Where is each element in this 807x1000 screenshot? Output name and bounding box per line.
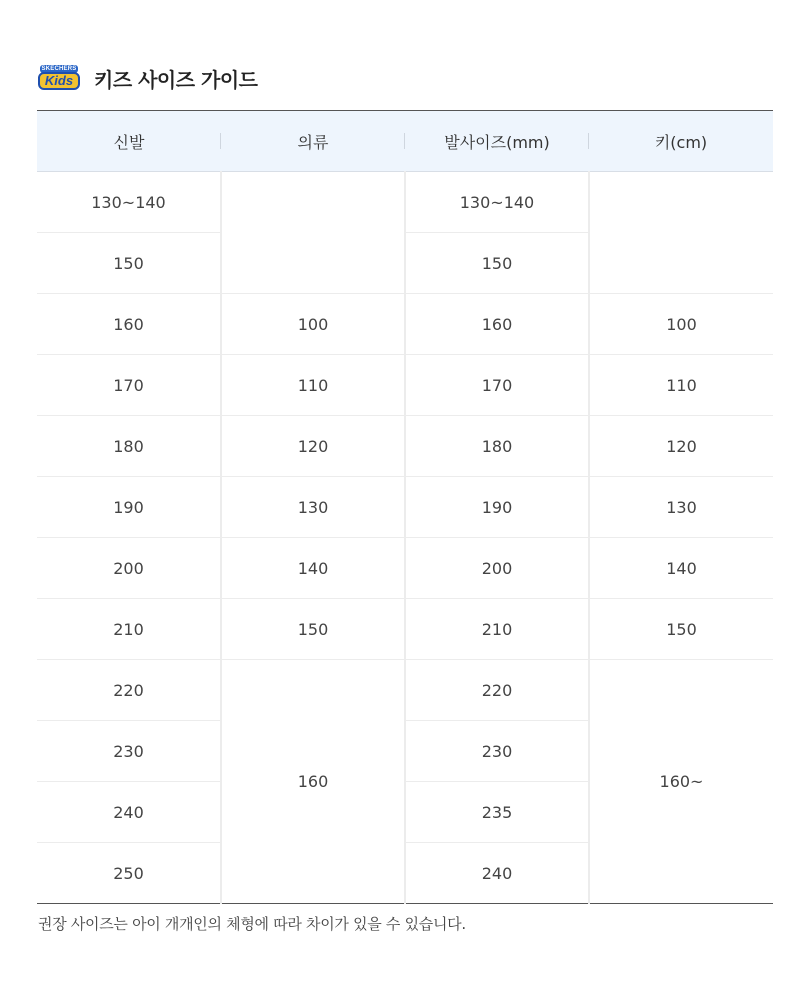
page-title: 키즈 사이즈 가이드: [94, 67, 258, 92]
height-cell: 130: [589, 477, 773, 538]
column-header-label: 신발: [113, 132, 145, 152]
clothing-size-cell: 120: [221, 416, 405, 477]
column-header-foot-size: [405, 111, 589, 172]
shoe-size-cell: 190: [37, 477, 221, 538]
clothing-size-cell: 110: [221, 355, 405, 416]
height-cell: 110: [589, 355, 773, 416]
shoe-size-cell: 200: [37, 538, 221, 599]
table-row: [37, 172, 773, 233]
foot-size-cell: 220: [405, 660, 589, 721]
shoe-size-cell: 250: [37, 843, 221, 904]
height-cell: 150: [589, 599, 773, 660]
size-footnote: 권장 사이즈는 아이 개개인의 체형에 따라 차이가 있을 수 있습니다.: [38, 915, 466, 933]
clothing-size-cell: 140: [221, 538, 405, 599]
foot-size-cell: 235: [405, 782, 589, 843]
logo-kids-text: Kids: [38, 72, 80, 90]
foot-size-cell: 170: [405, 355, 589, 416]
column-header-clothing: [221, 111, 405, 172]
height-cell: 160~: [589, 660, 773, 904]
column-header-label: 의류: [297, 132, 329, 152]
column-header-height: [589, 111, 773, 172]
shoe-size-cell: 180: [37, 416, 221, 477]
shoe-size-cell: 150: [37, 233, 221, 294]
table-row: [37, 538, 773, 599]
logo-brand-text: SKECHERS: [41, 66, 77, 72]
foot-size-cell: 210: [405, 599, 589, 660]
column-header-label: 발사이즈(mm): [444, 132, 550, 152]
clothing-size-cell: 130: [221, 477, 405, 538]
height-cell: 140: [589, 538, 773, 599]
height-cell: 120: [589, 416, 773, 477]
foot-size-cell: 130~140: [405, 172, 589, 233]
shoe-size-cell: 210: [37, 599, 221, 660]
shoe-size-cell: 240: [37, 782, 221, 843]
column-header-label: 키(cm): [654, 132, 708, 152]
foot-size-cell: 180: [405, 416, 589, 477]
table-row: [37, 294, 773, 355]
clothing-size-cell: 100: [221, 294, 405, 355]
shoe-size-cell: 130~140: [91, 192, 166, 212]
height-cell: [589, 172, 773, 294]
foot-size-cell: 200: [405, 538, 589, 599]
clothing-size-cell: 160: [221, 660, 405, 904]
foot-size-cell: 230: [405, 721, 589, 782]
shoe-size-cell: 170: [37, 355, 221, 416]
table-row: [37, 660, 773, 721]
shoe-size-cell: 160: [37, 294, 221, 355]
shoe-size-cell: 230: [37, 721, 221, 782]
height-cell: 100: [589, 294, 773, 355]
table-row: [37, 355, 773, 416]
foot-size-cell: 150: [405, 233, 589, 294]
table-header-row: [37, 111, 773, 172]
table-row: [37, 477, 773, 538]
column-header-shoes: [37, 111, 221, 172]
table-row: [37, 416, 773, 477]
foot-size-cell: 190: [405, 477, 589, 538]
shoe-size-cell: 220: [37, 660, 221, 721]
skechers-kids-logo: [38, 61, 80, 95]
clothing-size-cell: [221, 172, 405, 294]
foot-size-cell: 160: [405, 294, 589, 355]
size-guide-table: [37, 110, 773, 904]
clothing-size-cell: 150: [221, 599, 405, 660]
table-row: [37, 599, 773, 660]
page-header: [38, 58, 258, 98]
foot-size-cell: 240: [405, 843, 589, 904]
size-table-container: [37, 110, 773, 904]
